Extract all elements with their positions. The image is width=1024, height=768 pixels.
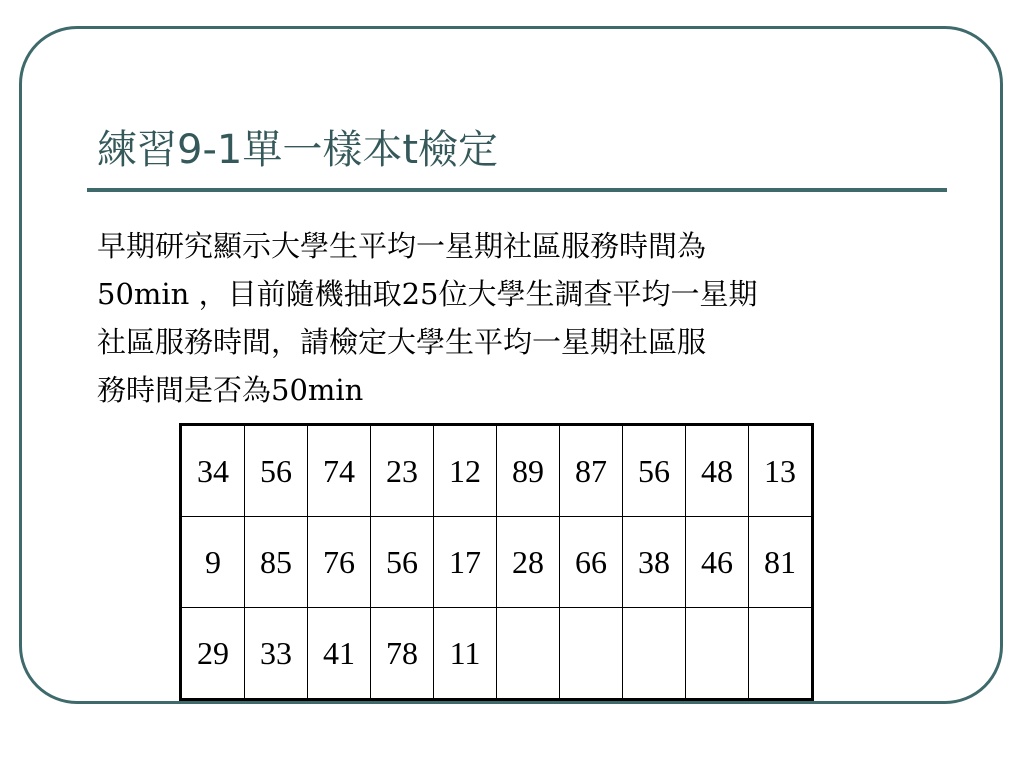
table-cell: 89 xyxy=(497,425,560,517)
table-cell xyxy=(560,608,623,700)
statement-line-4: 務時間是否為50min xyxy=(97,373,364,407)
table-row xyxy=(181,425,813,517)
table-cell xyxy=(623,608,686,700)
table-cell: 34 xyxy=(181,425,245,517)
slide-title: 練習9-1單一樣本t檢定 xyxy=(97,127,499,173)
table-cell xyxy=(497,608,560,700)
table-cell: 48 xyxy=(686,425,749,517)
table-cell: 87 xyxy=(560,425,623,517)
table-row xyxy=(181,608,813,700)
table-cell: 23 xyxy=(371,425,434,517)
statement-line-3: 社區服務時間，請檢定大學生平均一星期社區服 xyxy=(97,325,707,359)
table-cell: 66 xyxy=(560,517,623,608)
table-cell: 78 xyxy=(371,608,434,700)
table-cell: 85 xyxy=(245,517,308,608)
table-cell: 11 xyxy=(434,608,497,700)
statement-line-1: 早期研究顯示大學生平均一星期社區服務時間為 xyxy=(97,229,707,263)
table-cell: 81 xyxy=(749,517,813,608)
table-row xyxy=(181,517,813,608)
table-cell: 17 xyxy=(434,517,497,608)
table-cell: 33 xyxy=(245,608,308,700)
table-cell xyxy=(749,608,813,700)
table-cell: 12 xyxy=(434,425,497,517)
table-cell: 13 xyxy=(749,425,813,517)
table-cell: 46 xyxy=(686,517,749,608)
table-cell: 56 xyxy=(623,425,686,517)
table-cell: 28 xyxy=(497,517,560,608)
title-divider xyxy=(87,188,947,192)
table-cell: 38 xyxy=(623,517,686,608)
table-cell: 56 xyxy=(245,425,308,517)
table-cell: 74 xyxy=(308,425,371,517)
table-cell: 9 xyxy=(181,517,245,608)
problem-statement xyxy=(97,222,957,414)
table-cell xyxy=(686,608,749,700)
statement-line-2: 50min ，目前隨機抽取25位大學生調查平均一星期 xyxy=(97,277,758,311)
table-cell: 76 xyxy=(308,517,371,608)
table-cell: 29 xyxy=(181,608,245,700)
sample-data-table xyxy=(179,423,814,701)
table-cell: 41 xyxy=(308,608,371,700)
table-cell: 56 xyxy=(371,517,434,608)
